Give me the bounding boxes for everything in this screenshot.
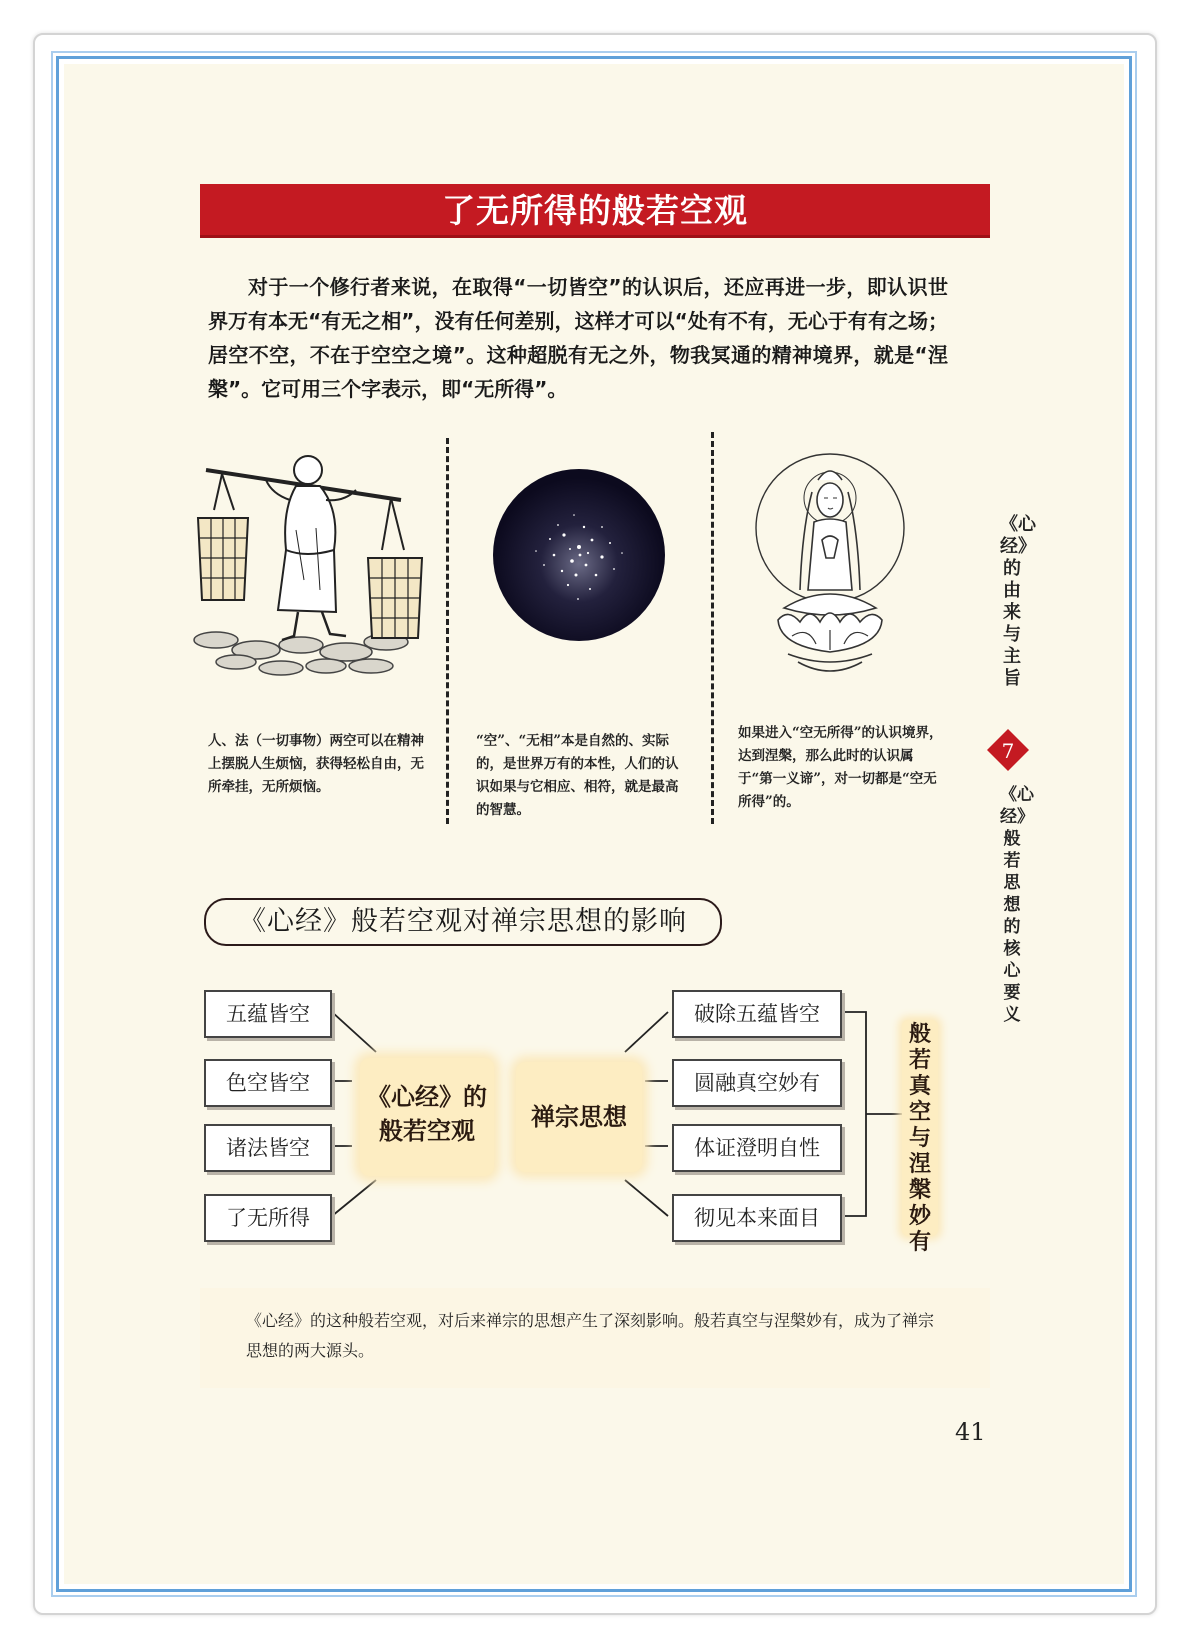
diagram-conclusion: 般若真空与涅槃妙有: [902, 1020, 938, 1236]
right-node-realize-nature: 体证澄明自性: [672, 1124, 842, 1172]
left-node-nothing-attained: 了无所得: [204, 1194, 332, 1242]
right-node-original-face: 彻见本来面目: [672, 1194, 842, 1242]
intro-paragraph: 对于一个修行者来说，在取得“一切皆空”的认识后，还应再进一步，即认识世界万有本无“有无之相”，没有任何差别，这样才可以“处有不有，无心于有有之场；居空不空，不在于空空之境”。这种超脱有无之外，物我冥通的精神境界，就是“涅槃”。它可用三个字表示，即“无所得”。: [208, 275, 948, 401]
right-node-perfect-emptiness: 圆融真空妙有: [672, 1059, 842, 1107]
caption-monk: 人、法（一切事物）两空可以在精神上摆脱人生烦恼，获得轻松自由，无所牵挂，无所烦恼。: [208, 733, 424, 795]
caption-bodhisattva: 如果进入“空无所得”的认识境界，达到涅槃，那么此时的认识属于“第一义谛”，对一切都是“空无所得”的。: [738, 725, 943, 810]
caption-sphere: “空”、“无相”本是自然的、实际的，是世界万有的本性，人们的认识如果与它相应、相符，就是最高的智慧。: [476, 733, 679, 818]
chapter-number: 7: [1001, 739, 1015, 763]
center-left-line2: 般若空观: [379, 1117, 475, 1145]
section-title-vertical: 《心经》般若思想的核心要义: [1000, 785, 1034, 1025]
center-zen-thought: 禅宗思想: [516, 1062, 642, 1172]
left-node-form-empty: 色空皆空: [204, 1059, 332, 1107]
page-number: 41: [955, 1418, 986, 1446]
center-heart-sutra-emptiness: [360, 1058, 494, 1176]
footer-note: 《心经》的这种般若空观，对后来禅宗的思想产生了深刻影响。般若真空与涅槃妙有，成为了禅宗思想的两大源头。: [246, 1311, 935, 1360]
page-title: 了无所得的般若空观: [200, 184, 990, 238]
center-left-line1: 《心经》的: [367, 1083, 487, 1111]
diagram-subtitle: 《心经》般若空观对禅宗思想的影响: [204, 898, 722, 946]
left-node-five-aggregates: 五蕴皆空: [204, 990, 332, 1038]
chapter-title-vertical: 《心经》的由来与主旨: [1000, 514, 1036, 689]
right-node-break-aggregates: 破除五蕴皆空: [672, 990, 842, 1038]
left-node-all-dharmas-empty: 诸法皆空: [204, 1124, 332, 1172]
